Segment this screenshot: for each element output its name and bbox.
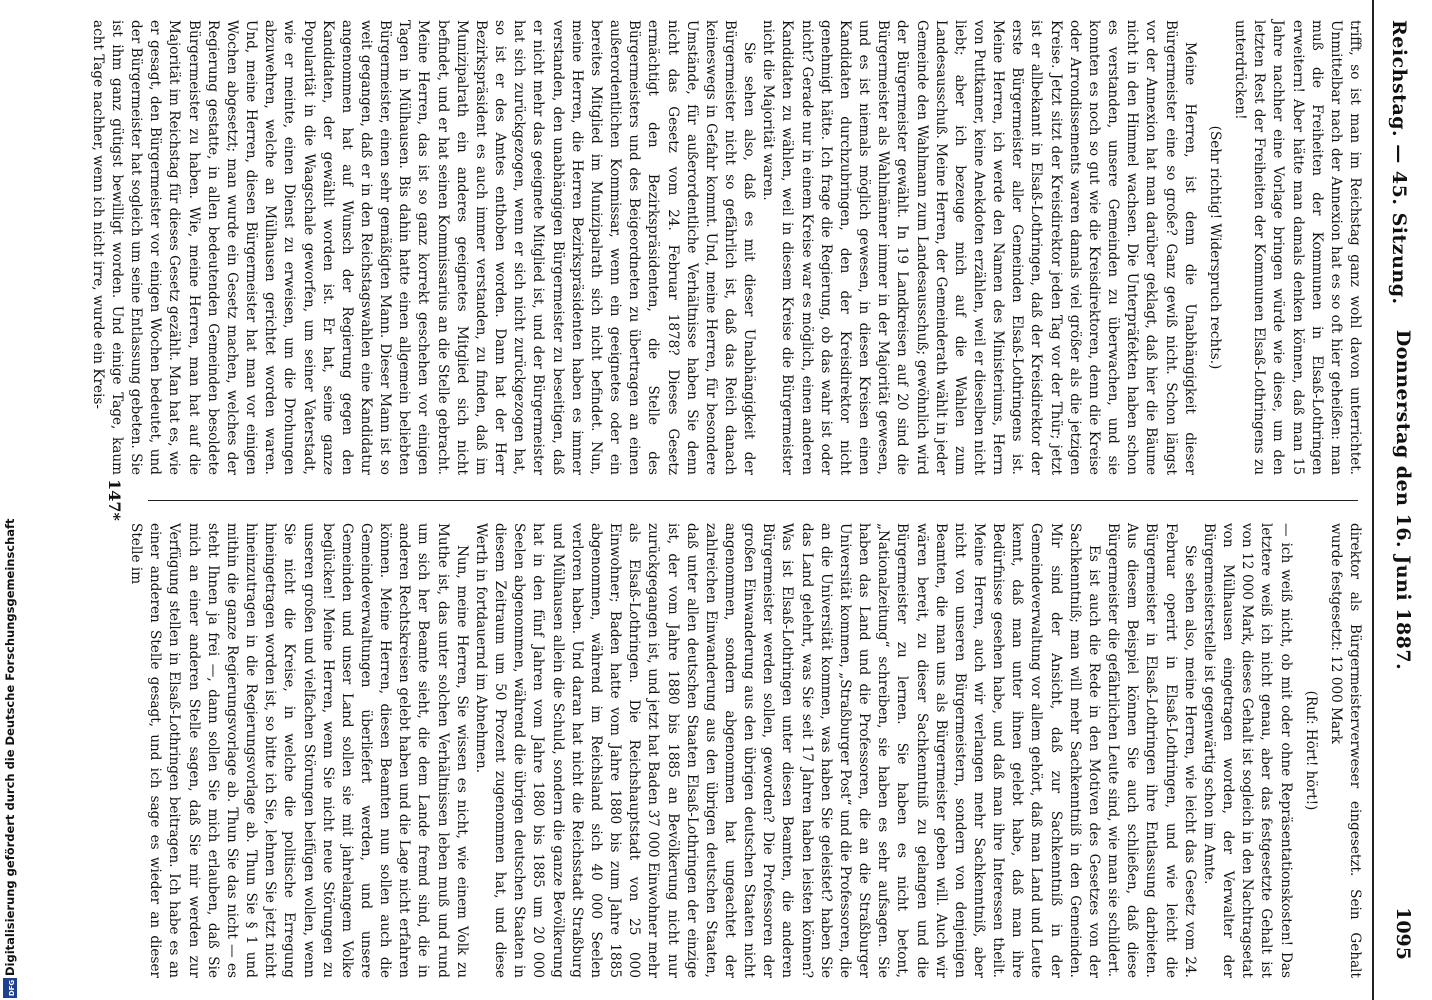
left-interjection: (Sehr richtig! Widerspruch rechts.) (1206, 125, 1223, 370)
right-paragraph: Sie sehen also, meine Herren, wie leicht das Gesetz vom 24. Februar operirt in Elsaß-Lothringen, und wie leicht die Bürgermeister in Elsaß-Lothringen ihre Entlassung darbieten. Aus diesem Beispiel können Sie auch schließen, daß diese Bürgermeister die gefährlichen Leute sind, wie man sie schildert. (1105, 523, 1198, 978)
header-page-number: 1095 (1392, 907, 1414, 960)
right-paragraph: — ich weiß nicht, ob mit oder ohne Repräsentationskosten! Das letztere weiß ich nicht genau, aber das festgesetzte Gehalt ist von 12 000 Mark, dieses Gehalt ist sogleich in den Nachtragsetat von Mülhausen eingetragen worden, der Verwalter der Bürgermeisterstelle ist gegenwärtig schon im Amte. (1200, 523, 1294, 978)
left-column (89, 20, 1364, 475)
credit-text: Digitalisierung gefördert durch die Deutsche Forschungsgemeinschaft (3, 518, 17, 976)
credit-text-wrap (3, 396, 17, 976)
right-interjection: (Ruf: Hört! hört!) (1302, 690, 1319, 811)
right-paragraph: Es ist auch die Rede in den Motiven des Gesetzes von der Sachkenntniß; man will mehr Sachkenntniß in den Gemeinden. Mir sind der Ansicht, daß zur Sachkenntniß in der Gemeindeverwaltung vor allem gehört, daß man Land und Leute kennt, daß man unter ihnen gelebt habe, daß man ihre Bedürfnisse gesehen habe, und daß man ihre Interessen theilt. Meine Herren, auch wir verlangen mehr Sachkenntniß, aber nicht von unseren Bürgermeistern, sondern von denjenigen Beamten, die man uns als Bürgermeister geben will. Auch wir wären bereit, zu dieser Sachkenntniß zu gelangen und die Bürgermeister zu lernen. Sie haben es nicht betont, „Nationalzeitung“ schreiben, sie haben es sehr aufsagen. Sie haben das Land und die Professoren, die an die Straßburger Universität kommen, „Straßburger Post“ und die Professoren, die an die Universität kommen, was haben Sie geleistet? haben Sie das Land gelehrt, was Sie seit 17 Jahren haben leisten können? Was ist Elsaß-Lothringen unter diesen Beamten, die anderen Bürgermeister werden sollen, geworden? Die Professoren der großen Einwanderung aus den übrigen deutschen Staaten nicht angenommen, sondern abgenommen hat ungeachtet der zahlreichen Einwanderung aus den übrigen deutschen Staaten, daß unter allen deutschen Staaten Elsaß-Lothringen der einzige ist, der vom Jahre 1880 bis 1885 an Bevölkerung nicht nur zurückgegangen ist, und jetzt hat Baden 37 000 Einwohner mehr als Elsaß-Lothringen. Die Reichshauptstadt von 25 000 Einwohner; Baden hatte vom Jahre 1880 bis zum Jahre 1885 abgenommen, während im Reichsland sich 40 000 Seelen verloren haben. Und daran hat nicht die Reichsstadt Straßburg und Mülhausen allein die Schuld, sondern die ganze Bevölkerung hat in den fünf Jahren vom Jahre 1880 bis 1885 um 20 000 Seelen abgenommen, während die übrigen deutschen Staaten in diesem Zeitraum um 50 Prozent zugenommen hat, und diese Werth in fortdauernd im Abnehmen. (472, 523, 1102, 978)
left-paragraph: Meine Herren, ist denn die Unabhängigkeit dieser Bürgermeister eine so große? Ganz gewiß nicht. Schon längst vor der Annexion hat man darüber geklagt, daß hier die Bäume nicht in den Himmel wachsen. Die Unterpräfekten haben schon es verstanden, unsere Gemeinden zu überwachen, und sie konnten es noch so gut wie die Kreisdirektoren, denn die Kreise oder Arrondissements waren damals viel größer als die jetzigen Kreise. Jetzt sitzt der Kreisdirektor jeden Tag vor der Thür; jetzt ist er allbekannt in Elsaß-Lothringen, daß der Kreisdirektor der erste Bürgermeister aller Gemeinden Elsaß-Lothringens ist. Meine Herren, ich werde den Namen des Ministeriums, Herrn von Puttkamer, keine Anekdoten erzählen, weil er dieselben nicht liebt; aber ich bezeuge mich auf die Wahlen zum Landesausschuß. Meine Herren, der Gemeinderath wählt in jeder Gemeinde den Wahlmann zum Landesausschuß; gewöhnlich wird der Bürgermeister gewählt. In 19 Landkreisen auf 20 sind die Bürgermeister als Wahlmänner immer in der Majorität gewesen, und es ist niemals möglich gewesen, in diesen Kreisen einen Kandidaten durchzubringen, den der Kreisdirektor nicht genehmigt hätte. Ich frage die Regierung, ob das wahr ist oder nicht? Gerade nur in einem Kreise war es möglich, einen anderen Kandidaten zu wählen, weil in diesem Kreise die Bürgermeister nicht die Majorität waren. (760, 20, 1198, 475)
footer-signature: 147* (105, 479, 124, 521)
right-paragraph: direktor als Bürgermeisterverweser eingesetzt. Sein Gehalt wurde festgesetzt: 12 000 Mark (1327, 523, 1363, 978)
right-column (128, 523, 1364, 978)
column-divider (148, 500, 1358, 501)
left-paragraph: Sie sehen also, daß es mit dieser Unabhängigkeit der Bürgermeister nicht so gefährlich ist, daß das Reich danach keineswegs in Gefahr kommt. Und, meine Herren, für besondere Umstände, für außerordentliche Verhältnisse haben Sie denn nicht das Gesetz vom 24. Februar 1878? Dieses Gesetz ermächtigt den Bezirkspräsidenten, die Stelle des Bürgermeisters und des Beigeordneten zu übertragen an einen außerordentlichen Kommissar, wenn ein geeignetes oder ein bereites Mitglied im Munizipalrath sich nicht befindet. Nun, meine Herren, die Herren Bezirkspräsidenten haben es immer verstanden, den unabhängigen Bürgermeister zu beseitigen, daß er nicht mehr das geeignete Mitglied ist, und der Bürgermeister hat sich zurückgezogen, wenn er sich nicht zurückgezogen hat, so ist er des Amtes enthoben worden. Dann hat der Herr Bezirkspräsident es auch immer verstanden, zu finden, daß im Munizipalrath ein anderes geeignetes Mitglied sich nicht befindet, und er hat seinen Kommissarius an die Stelle gebracht. Meine Herren, das ist so ganz korrekt geschehen vor einigen Tagen in Mülhausen. Bis dahin hatte einen allgemein beliebten Bürgermeister, einen sehr gemäßigten Mann. Dieser Mann ist so weit gegangen, daß er in den Reichstagswahlen eine Kandidatur angenommen hat auf Wunsch der Regierung gegen den Kandidaten, der gewählt worden ist. Er hat, seine ganze Popularität in die Waagschale geworfen, um seiner Vaterstadt, wie er meinte, einen Dienst zu erweisen, um die Drohungen abzuwehren, welche an Mülhausen gerichtet worden waren. Und, meine Herren, diesen Bürgermeister hat man vor einigen Wochen abgesetzt; man wurde ein Gesetz machen, welches der Regierung gestatte, in allen bedeutenden Gemeinden besoldete Bürgermeister zu haben. Wie, meine Herren, man hat auf die Majorität im Reichstag für dieses Gesetz gezählt. Man hat es, wie er gesagt, den Bürgermeister vor einigen Wochen bedeutet, und der Bürgermeister hat sogleich um seine Entlassung gebeten. Sie ist ihm ganz gütigst bewilligt worden. Und einige Tage, kaum acht Tage nachher, wenn ich nicht irre, wurde ein Kreis- (89, 20, 758, 475)
credit-sidebar (0, 0, 20, 1000)
header-date: Donnerstag den 16. Juni 1887. (1392, 329, 1414, 671)
dfg-logo-text: DFG (8, 979, 17, 997)
dfg-logo (3, 978, 17, 998)
header-session: Reichstag. — 45. Sitzung. (1388, 20, 1410, 305)
page-header (1372, 0, 1432, 1000)
right-paragraph: Nun, meine Herren, Sie wissen es nicht, wie einem Volk zu Muthe ist, das unter solchen Verhältnissen leben muß und rund um sich her Beamte sieht, die dem Lande fremd sind, die in anderen Rechtskreisen gelebt haben und die Lage nicht erfahren können. Meine Herren, diesen Beamten nun sollen auch die Gemeindeverwaltungen überliefert werden, und unsere Gemeinden und unser Land sollen sie mit jahrelangem Volke beglücken! Meine Herren, wenn Sie nicht neue Störungen zu unseren großen und vielfachen Störungen beifügen wollen, wenn Sie nicht die Kreise, in welche die politische Erregung hineingetragen worden ist, so bitte ich Sie, lehnen Sie jetzt nicht hineinzutragen in die Regierungsvorlage ab. Thun Sie § 1 und mithin die ganze Regierungsvorlage ab. Thun Sie das nicht — es steht Ihnen ja frei —, dann sollen Sie mich erlauben, daß Sie mich an einer anderen Stelle sagen, daß Sie mir werden zur Verfügung stellen in Elsaß-Lothringen beitragen. Ich habe es an einer anderen Stelle gesagt, und ich sage es wieder an dieser Stelle im (128, 523, 470, 978)
left-paragraph: trifft, so ist man im Reichstag ganz wohl davon unterrichtet. Unmittelbar nach der Annexion hat es so oft hier geheißen: man muß die Freiheiten der Kommunen in Elsaß-Lothringen erweitern! Aber hätte man damals denken können, daß man 15 Jahre nachher eine Vorlage bringen würde wie diese, um den letzten Rest der Freiheiten der Kommunen Elsaß-Lothringens zu unterdrücken! (1232, 20, 1363, 475)
